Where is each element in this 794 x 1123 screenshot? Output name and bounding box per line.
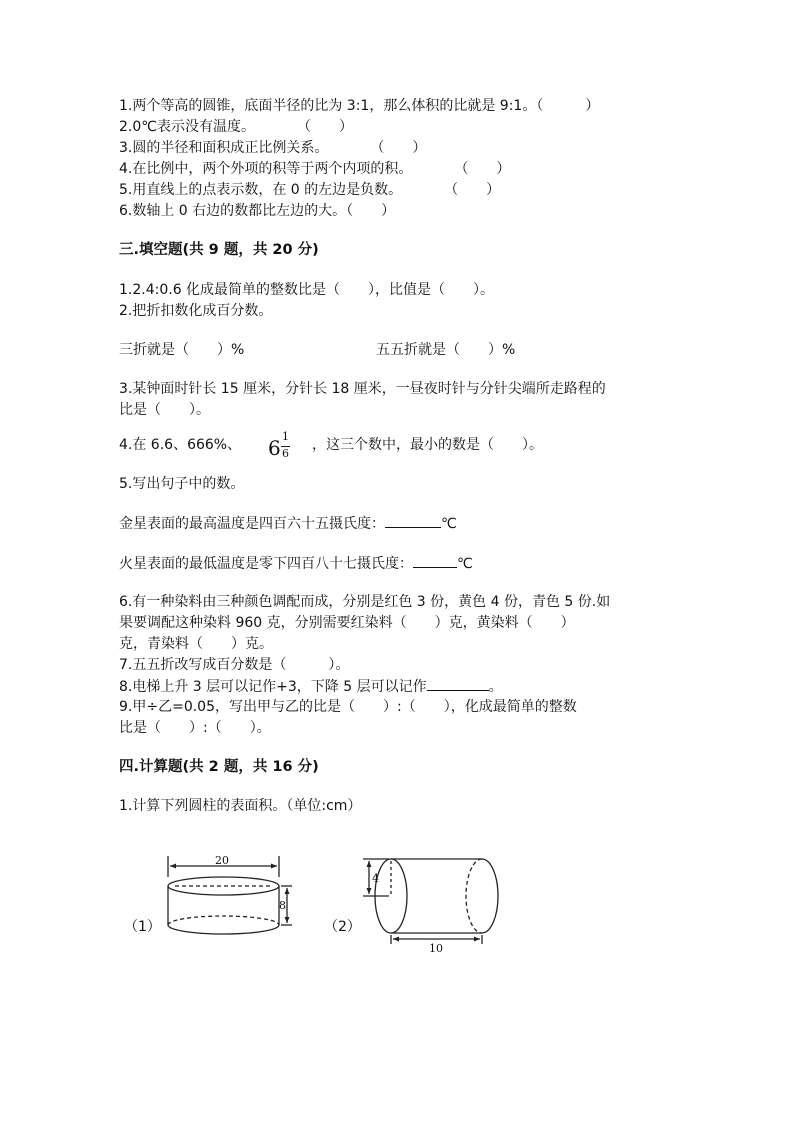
q8-answer-blank[interactable] [427, 676, 489, 691]
cylinder-2 [363, 859, 498, 944]
figure-1-height-label: 8 [279, 899, 286, 912]
judgment-item-4: 4.在比例中，两个外项的积等于两个内项的积。 （ ） [119, 161, 511, 177]
venus-text: 金星表面的最高温度是四百六十五摄氏度： [119, 516, 385, 532]
fill-q2-part-b: 五五折就是（ ）% [376, 342, 516, 358]
figure-1-diameter-label: 20 [215, 854, 229, 867]
fill-q6-line3: 克，青染料（ ）克。 [119, 636, 273, 652]
judgment-item-5: 5.用直线上的点表示数，在 0 的左边是负数。 （ ） [119, 182, 501, 198]
mars-text: 火星表面的最低温度是零下四百八十七摄氏度： [119, 556, 413, 572]
judgment-item-2: 2.0℃表示没有温度。 （ ） [119, 119, 353, 135]
fill-q5-mars [119, 553, 473, 574]
calc-q1: 1.计算下列圆柱的表面积。（单位:cm） [119, 798, 362, 814]
fill-q2-part-a: 三折就是（ ）% [119, 342, 245, 358]
figure-1-label: （1） [124, 919, 161, 935]
venus-answer-blank[interactable] [385, 513, 441, 528]
q8-text: 8.电梯上升 3 层可以记作+3，下降 5 层可以记作 [119, 679, 427, 695]
fill-q1: 1.2.4:0.6 化成最简单的整数比是（ ），比值是（ ）。 [119, 282, 495, 298]
figure-2-length-label: 10 [429, 942, 443, 955]
fill-q9-line2: 比是（ ）:（ ）。 [119, 720, 271, 736]
fill-q6-line1: 6.有一种染料由三种颜色调配而成，分别是红色 3 份，黄色 4 份，青色 5 份.如 [119, 594, 611, 610]
fill-q8 [119, 676, 503, 697]
fill-q4-prefix: 4.在 6.6、666%、 [119, 437, 242, 453]
fraction-whole: 6 [268, 436, 281, 460]
mixed-fraction [268, 430, 298, 466]
judgment-item-3: 3.圆的半径和面积成正比例关系。 （ ） [119, 140, 427, 156]
section-3-title: 三.填空题(共 9 题，共 20 分) [119, 242, 319, 258]
fill-q5-venus [119, 513, 457, 534]
figure-2-label: （2） [324, 919, 361, 935]
section-4-title: 四.计算题(共 2 题，共 16 分) [119, 759, 319, 775]
fill-q9-line1: 9.甲÷乙=0.05，写出甲与乙的比是（ ）:（ ），化成最简单的整数 [119, 699, 577, 715]
cylinder-1 [168, 856, 292, 934]
fill-q7: 7.五五折改写成百分数是（ ）。 [119, 657, 350, 673]
venus-unit: ℃ [441, 516, 457, 532]
mars-unit: ℃ [457, 556, 473, 572]
fill-q6-line2: 果要调配这种染料 960 克，分别需要红染料（ ）克，黄染料（ ） [119, 615, 575, 631]
judgment-item-1: 1.两个等高的圆锥，底面半径的比为 3:1，那么体积的比就是 9:1。（ ） [119, 98, 600, 114]
fraction-denominator: 6 [282, 447, 289, 460]
mars-answer-blank[interactable] [413, 553, 457, 568]
q8-end: 。 [488, 679, 503, 695]
fill-q5: 5.写出句子中的数。 [119, 476, 245, 492]
fill-q3-line2: 比是（ ）。 [119, 402, 210, 418]
fill-q3-line1: 3.某钟面时针长 15 厘米，分针长 18 厘米，一昼夜时针与分针尖端所走路程的 [119, 381, 606, 397]
fill-q2: 2.把折扣数化成百分数。 [119, 303, 273, 319]
judgment-item-6: 6.数轴上 0 右边的数都比左边的大。（ ） [119, 203, 396, 219]
fill-q4-suffix: ，这三个数中，最小的数是（ ）。 [312, 437, 543, 453]
fraction-numerator: 1 [282, 430, 289, 443]
figure-2-radius-label: 4 [372, 872, 379, 885]
